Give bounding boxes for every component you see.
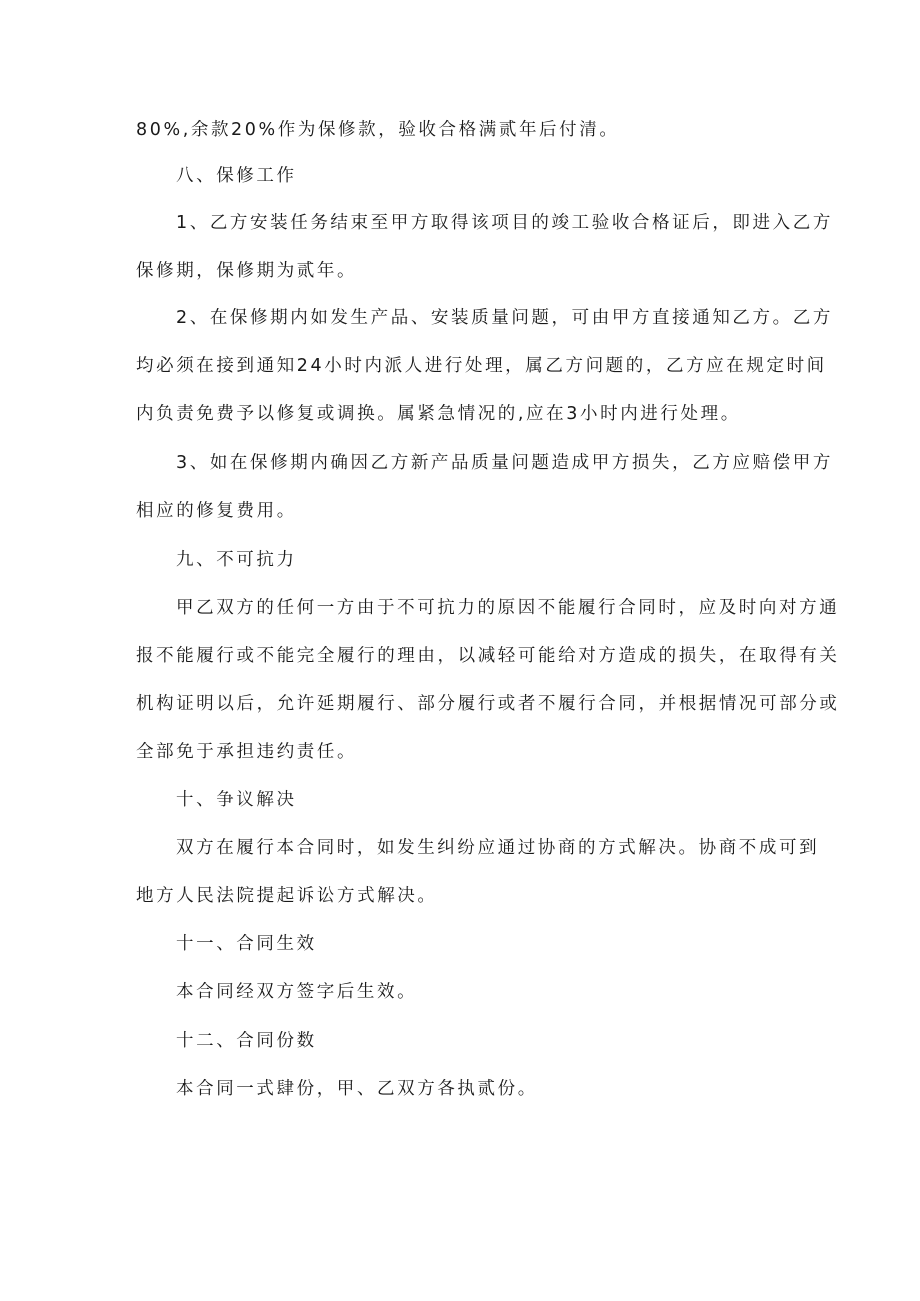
paragraph-line: 1、乙方安装任务结束至甲方取得该项目的竣工验收合格证后，即进入乙方 — [176, 213, 833, 233]
section-heading-effect: 十一、合同生效 — [176, 934, 317, 954]
paragraph-line: 地方人民法院提起诉讼方式解决。 — [136, 886, 438, 906]
paragraph-line: 内负责免费予以修复或调换。属紧急情况的,应在3小时内进行处理。 — [136, 404, 741, 424]
paragraph-line: 机构证明以后，允许延期履行、部分履行或者不履行合同，并根据情况可部分或 — [136, 694, 840, 714]
section-heading-warranty: 八、保修工作 — [176, 166, 297, 186]
paragraph-line: 全部免于承担违约责任。 — [136, 742, 358, 762]
paragraph-line: 均必须在接到通知24小时内派人进行处理，属乙方问题的，乙方应在规定时间 — [136, 356, 827, 376]
section-heading-force-majeure: 九、不可抗力 — [176, 550, 297, 570]
paragraph-line: 相应的修复费用。 — [136, 501, 297, 521]
paragraph-line: 保修期，保修期为贰年。 — [136, 261, 358, 281]
section-heading-copies: 十二、合同份数 — [176, 1031, 317, 1051]
paragraph-line: 本合同一式肆份，甲、乙双方各执贰份。 — [176, 1079, 538, 1099]
paragraph-line: 2、在保修期内如发生产品、安装质量问题，可由甲方直接通知乙方。乙方 — [176, 308, 833, 328]
paragraph-line: 甲乙双方的任何一方由于不可抗力的原因不能履行合同时，应及时向对方通 — [176, 598, 840, 618]
paragraph-line: 3、如在保修期内确因乙方新产品质量问题造成甲方损失，乙方应赔偿甲方 — [176, 453, 833, 473]
paragraph-line-payment-tail: 80%,余款20%作为保修款，验收合格满贰年后付清。 — [136, 120, 620, 140]
paragraph-line: 报不能履行或不能完全履行的理由，以减轻可能给对方造成的损失，在取得有关 — [136, 646, 840, 666]
section-heading-dispute: 十、争议解决 — [176, 790, 297, 810]
paragraph-line: 双方在履行本合同时，如发生纠纷应通过协商的方式解决。协商不成可到 — [176, 838, 820, 858]
paragraph-line: 本合同经双方签字后生效。 — [176, 982, 418, 1002]
